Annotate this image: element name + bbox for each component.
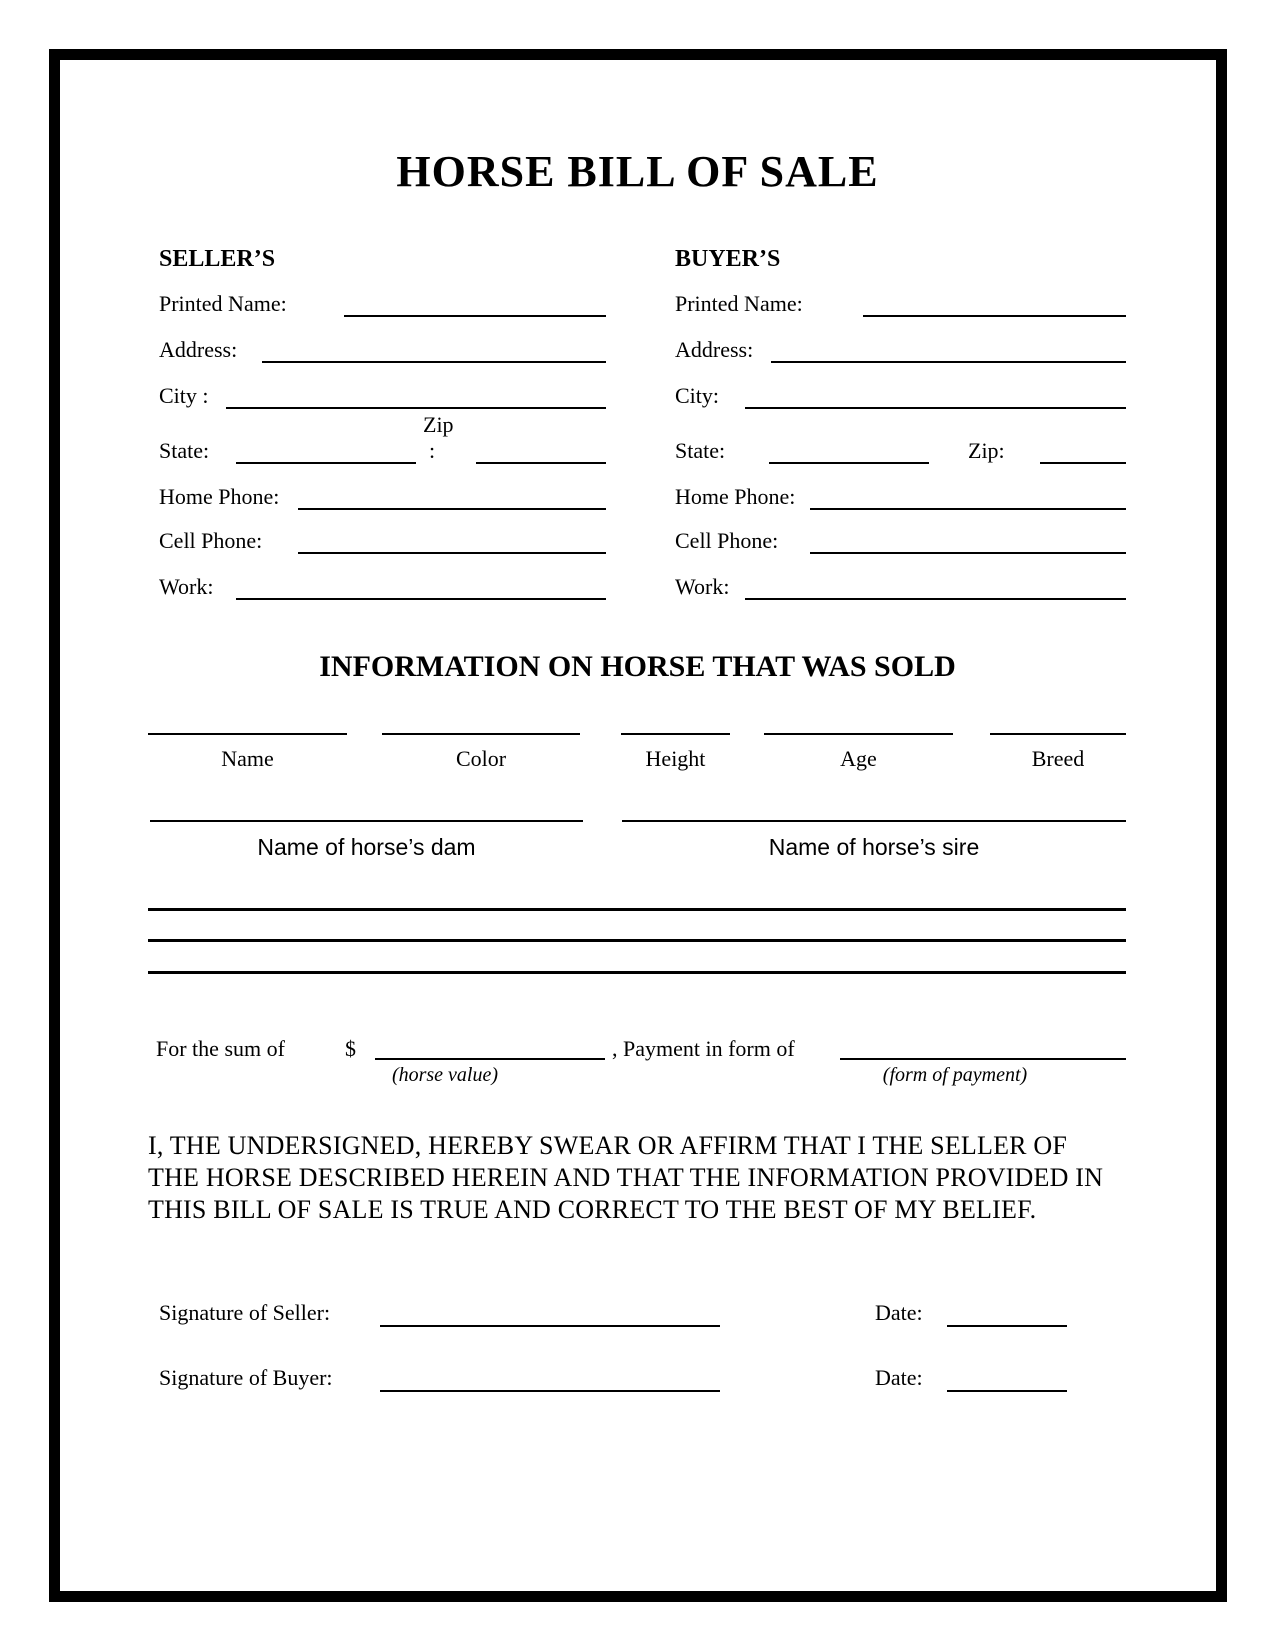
buyer-date-field[interactable]: [947, 1390, 1067, 1392]
seller-signature-field[interactable]: [380, 1325, 720, 1327]
seller-zip-field[interactable]: [476, 462, 606, 464]
buyer-home-phone-label: Home Phone:: [675, 484, 796, 509]
buyer-state-field[interactable]: [769, 462, 929, 464]
horse-value-field[interactable]: [375, 1058, 605, 1060]
buyer-zip-field[interactable]: [1040, 462, 1126, 464]
horse-sire-field[interactable]: [622, 820, 1126, 822]
horse-color-label: Color: [455, 746, 507, 771]
horse-breed-field[interactable]: [990, 733, 1126, 735]
seller-cell-phone-field[interactable]: [298, 552, 606, 554]
seller-printed-name-field[interactable]: [344, 315, 606, 317]
buyer-address-label: Address:: [675, 337, 754, 362]
seller-cell-phone-label: Cell Phone:: [159, 528, 263, 553]
horse-age-label: Age: [840, 746, 877, 771]
buyer-cell-phone-label: Cell Phone:: [675, 528, 779, 553]
affirmation-paragraph: I, THE UNDERSIGNED, HEREBY SWEAR OR AFFIRM THAT I THE SELLER OF THE HORSE DESCRIBED HEREIN AND THAT THE INFORMATION PROVIDED IN THIS BILL OF SALE IS TRUE AND CORRECT TO THE BEST OF MY BELIEF.: [148, 1131, 1104, 1224]
horse-height-field[interactable]: [621, 733, 730, 735]
seller-address-label: Address:: [159, 337, 238, 362]
form-of-payment-field[interactable]: [840, 1058, 1126, 1060]
horse-dam-field[interactable]: [150, 820, 583, 822]
horse-dam-label: Name of horse’s dam: [257, 834, 476, 860]
horse-description-field-1[interactable]: [148, 908, 1126, 911]
seller-address-field[interactable]: [262, 361, 606, 363]
horse-color-field[interactable]: [382, 733, 580, 735]
buyer-home-phone-field[interactable]: [810, 508, 1126, 510]
seller-city-label: City :: [159, 383, 209, 408]
sum-prefix-label: For the sum of: [156, 1036, 285, 1061]
buyer-zip-label: Zip:: [968, 438, 1005, 463]
horse-breed-label: Breed: [1031, 746, 1085, 771]
page-title: HORSE BILL OF SALE: [396, 147, 879, 196]
horse-value-caption: (horse value): [391, 1064, 499, 1086]
buyer-signature-field[interactable]: [380, 1390, 720, 1392]
seller-signature-label: Signature of Seller:: [159, 1300, 331, 1325]
seller-city-field[interactable]: [226, 407, 606, 409]
horse-description-field-3[interactable]: [148, 971, 1126, 974]
horse-info-heading: INFORMATION ON HORSE THAT WAS SOLD: [319, 650, 956, 683]
payment-prefix-label: , Payment in form of: [612, 1036, 795, 1061]
seller-zip-word: Zip: [423, 412, 454, 437]
buyer-cell-phone-field[interactable]: [810, 552, 1126, 554]
horse-description-field-2[interactable]: [148, 939, 1126, 942]
form-of-payment-caption: (form of payment): [882, 1064, 1028, 1086]
buyer-section-heading: BUYER’S: [675, 246, 781, 272]
buyer-printed-name-field[interactable]: [863, 315, 1126, 317]
buyer-printed-name-label: Printed Name:: [675, 291, 803, 316]
seller-home-phone-field[interactable]: [298, 508, 606, 510]
buyer-date-label: Date:: [875, 1365, 923, 1390]
buyer-city-label: City:: [675, 383, 720, 408]
currency-symbol: $: [345, 1036, 356, 1061]
seller-date-field[interactable]: [947, 1325, 1067, 1327]
buyer-work-phone-label: Work:: [675, 574, 730, 599]
seller-zip-colon: :: [429, 438, 436, 463]
buyer-address-field[interactable]: [771, 361, 1126, 363]
seller-section-heading: SELLER’S: [159, 246, 276, 272]
horse-height-label: Height: [645, 746, 706, 771]
horse-age-field[interactable]: [764, 733, 953, 735]
seller-printed-name-label: Printed Name:: [159, 291, 287, 316]
seller-state-label: State:: [159, 438, 210, 463]
seller-home-phone-label: Home Phone:: [159, 484, 280, 509]
seller-work-phone-field[interactable]: [236, 598, 606, 600]
buyer-state-label: State:: [675, 438, 726, 463]
seller-work-phone-label: Work:: [159, 574, 214, 599]
horse-name-label: Name: [221, 746, 274, 771]
horse-name-field[interactable]: [148, 733, 347, 735]
horse-sire-label: Name of horse’s sire: [768, 834, 980, 860]
seller-date-label: Date:: [875, 1300, 923, 1325]
buyer-city-field[interactable]: [745, 407, 1126, 409]
seller-state-field[interactable]: [236, 462, 416, 464]
buyer-work-phone-field[interactable]: [745, 598, 1126, 600]
buyer-signature-label: Signature of Buyer:: [159, 1365, 333, 1390]
